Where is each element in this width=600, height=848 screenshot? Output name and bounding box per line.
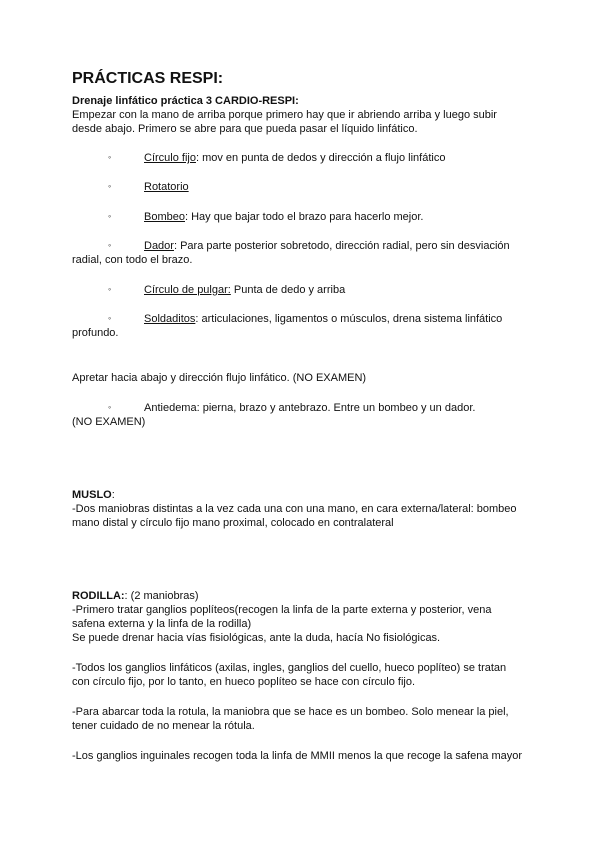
technique-circulo-fijo xyxy=(144,151,445,165)
bullet-icon: ◦ xyxy=(108,284,112,294)
bullet-icon: ◦ xyxy=(108,240,112,250)
rodilla-line-5: con círculo fijo, por lo tanto, en hueco poplíteo se hace con círculo fijo. xyxy=(72,676,416,688)
technique-description: : Para parte posterior sobretodo, dirección radial, pero sin desviación xyxy=(173,240,510,252)
rodilla-heading-text: RODILLA: xyxy=(72,590,125,602)
technique-name: Bombeo xyxy=(144,211,185,223)
technique-name: Soldaditos xyxy=(144,313,196,325)
technique-soldaditos xyxy=(144,312,502,326)
page-title: PRÁCTICAS RESPI: xyxy=(72,70,224,87)
bullet-icon: ◦ xyxy=(108,152,112,162)
rodilla-line-6: -Para abarcar toda la rotula, la maniobra que se hace es un bombeo. Solo menear la piel, xyxy=(72,706,509,718)
muslo-line-1: -Dos maniobras distintas a la vez cada una con una mano, en cara externa/lateral: bombeo xyxy=(72,503,517,515)
technique-description: : articulaciones, ligamentos o músculos, drena sistema linfático xyxy=(195,313,503,325)
rodilla-line-1: -Primero tratar ganglios poplíteos(recogen la linfa de la parte externa y posterior, vena xyxy=(72,604,492,616)
technique-name: Círculo de pulgar: xyxy=(144,284,231,296)
technique-description: : Hay que bajar todo el brazo para hacerlo mejor. xyxy=(184,211,424,223)
rodilla-line-7: tener cuidado de no menear la rótula. xyxy=(72,720,255,732)
section-subtitle: Drenaje linfático práctica 3 CARDIO-RESPI: xyxy=(72,95,299,107)
antiedema-line-2: (NO EXAMEN) xyxy=(72,416,146,428)
rodilla-line-8: -Los ganglios inguinales recogen toda la linfa de MMII menos la que recoge la safena mayor xyxy=(72,750,523,762)
rodilla-line-4: -Todos los ganglios linfáticos (axilas, ingles, ganglios del cuello, hueco poplíteo) se tratan xyxy=(72,662,507,674)
technique-name: Círculo fijo xyxy=(144,152,196,164)
technique-name: Rotatorio xyxy=(144,181,189,193)
technique-description: Punta de dedo y arriba xyxy=(230,284,346,296)
muslo-heading-text: MUSLO xyxy=(72,489,112,501)
technique-dador xyxy=(144,239,510,253)
muslo-line-2: mano distal y círculo fijo mano proximal, colocado en contralateral xyxy=(72,517,394,529)
bullet-icon: ◦ xyxy=(108,402,112,412)
technique-dador-continued: radial, con todo el brazo. xyxy=(72,254,193,266)
rodilla-line-2: safena externa y la linfa de la rodilla) xyxy=(72,618,252,630)
technique-soldaditos-continued: profundo. xyxy=(72,327,119,339)
technique-rotatorio xyxy=(144,180,189,194)
rodilla-heading-suffix: : (2 maniobras) xyxy=(124,590,199,602)
antiedema-line-1: Antiedema: pierna, brazo y antebrazo. Entre un bombeo y un dador. xyxy=(144,402,476,414)
bullet-icon: ◦ xyxy=(108,181,112,191)
bullet-icon: ◦ xyxy=(108,211,112,221)
intro-line-2: desde abajo. Primero se abre para que pueda pasar el líquido linfático. xyxy=(72,123,418,135)
muslo-heading xyxy=(72,488,115,502)
technique-name: Dador xyxy=(144,240,174,252)
technique-description: : mov en punta de dedos y dirección a flujo linfático xyxy=(195,152,446,164)
intro-line-1: Empezar con la mano de arriba porque primero hay que ir abriendo arriba y luego subir xyxy=(72,109,497,121)
apretar-note: Apretar hacia abajo y dirección flujo linfático. (NO EXAMEN) xyxy=(72,372,367,384)
rodilla-heading xyxy=(72,589,199,603)
muslo-heading-suffix: : xyxy=(111,489,115,501)
bullet-icon: ◦ xyxy=(108,313,112,323)
rodilla-line-3: Se puede drenar hacia vías fisiológicas, ante la duda, hacía No fisiológicas. xyxy=(72,632,441,644)
technique-bombeo xyxy=(144,210,423,224)
technique-circulo-pulgar xyxy=(144,283,345,297)
